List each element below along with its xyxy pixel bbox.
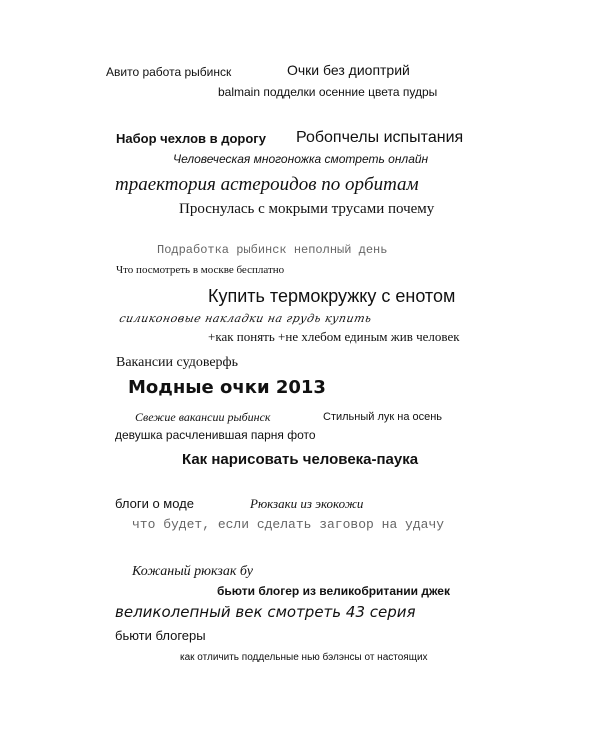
query-termokruzhka: Купить термокружку с енотом <box>208 286 456 306</box>
query-stilnyy-luk: Стильный лук на осень <box>323 411 443 423</box>
query-devushka: девушка расчленившая парня фото <box>115 428 316 442</box>
query-sudoverf: Вакансии судоверфь <box>116 355 239 370</box>
query-modnye-ochki: Модные очки 2013 <box>128 377 326 398</box>
query-chto-posmotret: Что посмотреть в москве бесплатно <box>116 264 285 276</box>
query-byuti-bloger-dzhek: бьюти блогер из великобритании джек <box>217 584 450 598</box>
query-ne-hlebom: +как понять +не хлебом единым жив человек <box>208 329 460 344</box>
query-prosnulas: Проснулась с мокрыми трусами почему <box>179 201 435 217</box>
query-ochki-bez-dioptriy: Очки без диоптрий <box>287 62 410 78</box>
query-robopchely: Робопчелы испытания <box>296 129 464 146</box>
query-nyu-belensy: как отличить поддельные нью бэлэнсы от настоящих <box>180 652 428 663</box>
query-svezhie-vakansii: Свежие вакансии рыбинск <box>135 410 271 424</box>
query-avito-rabota: Авито работа рыбинск <box>106 65 232 79</box>
query-podrabotka: Подработка рыбинск неполный день <box>157 243 388 257</box>
query-zagovor-na-udachu: что будет, если сделать заговор на удачу <box>132 517 445 532</box>
query-balmain: balmain подделки осенние цвета пудры <box>218 85 438 99</box>
query-blogi-o-mode: блоги о моде <box>115 496 194 511</box>
query-chelovek-pauk: Как нарисовать человека-паука <box>182 451 419 468</box>
query-mnogonozhka: Человеческая многоножка смотреть онлайн <box>173 152 429 166</box>
query-nabor-chehlov: Набор чехлов в дорогу <box>116 131 266 146</box>
query-velikolepnyy-vek: великолепный век смотреть 43 серия <box>115 603 416 621</box>
query-silikonovye-nakladki: силиконовые накладки на грудь купить <box>118 312 373 325</box>
query-ryukzaki-ekokozha: Рюкзаки из экокожи <box>250 496 364 511</box>
query-kozhanyy-ryukzak: Кожаный рюкзак бу <box>132 564 253 579</box>
query-asteroidy: траектория астероидов по орбитам <box>115 174 419 195</box>
query-byuti-blogery: бьюти блогеры <box>115 628 206 643</box>
